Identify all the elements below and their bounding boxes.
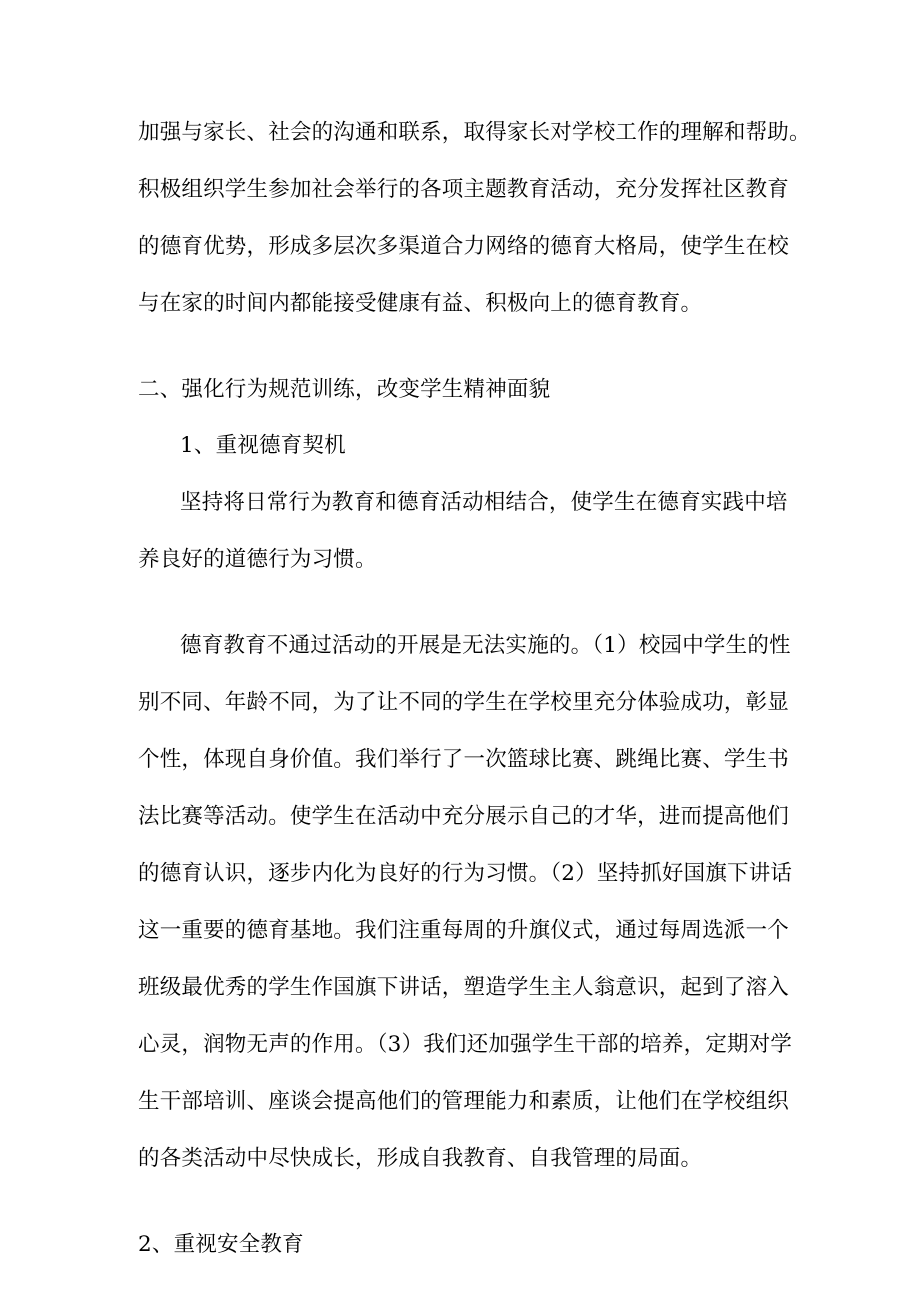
sub-heading-1: 1、重视德育契机 bbox=[180, 433, 346, 458]
paragraph-3-line-10: 的各类活动中尽快成长，形成自我教育、自我管理的局面。 bbox=[138, 1146, 703, 1171]
paragraph-1-line-3: 的德育优势，形成多层次多渠道合力网络的德育大格局，使学生在校 bbox=[138, 234, 790, 259]
paragraph-3-line-2: 别不同、年龄不同，为了让不同的学生在学校里充分体验成功，彰显 bbox=[138, 690, 790, 715]
sub-heading-2: 2、重视安全教育 bbox=[138, 1232, 304, 1257]
paragraph-1-line-2: 积极组织学生参加社会举行的各项主题教育活动，充分发挥社区教育 bbox=[138, 177, 790, 202]
section-heading: 二、强化行为规范训练，改变学生精神面貌 bbox=[138, 377, 551, 402]
paragraph-3-line-9: 生干部培训、座谈会提高他们的管理能力和素质，让他们在学校组织 bbox=[138, 1089, 790, 1114]
paragraph-3-line-1: 德育教育不通过活动的开展是无法实施的。（1）校园中学生的性 bbox=[180, 633, 791, 658]
paragraph-3-line-6: 这一重要的德育基地。我们注重每周的升旗仪式，通过每周选派一个 bbox=[138, 918, 790, 943]
paragraph-2-line-2: 养良好的道德行为习惯。 bbox=[138, 547, 377, 572]
paragraph-3-line-7: 班级最优秀的学生作国旗下讲话，塑造学生主人翁意识，起到了溶入 bbox=[138, 975, 790, 1000]
paragraph-1-line-1: 加强与家长、社会的沟通和联系，取得家长对学校工作的理解和帮助。 bbox=[138, 120, 811, 145]
paragraph-2-line-1: 坚持将日常行为教育和德育活动相结合，使学生在德育实践中培 bbox=[180, 490, 788, 515]
paragraph-3-line-3: 个性，体现自身价值。我们举行了一次篮球比赛、跳绳比赛、学生书 bbox=[138, 747, 790, 772]
paragraph-3-line-8: 心灵，润物无声的作用。（3）我们还加强学生干部的培养，定期对学 bbox=[138, 1032, 793, 1057]
paragraph-1-line-4: 与在家的时间内都能接受健康有益、积极向上的德育教育。 bbox=[138, 291, 703, 316]
paragraph-3-line-5: 的德育认识，逐步内化为良好的行为习惯。（2）坚持抓好国旗下讲话 bbox=[138, 861, 793, 886]
paragraph-3-line-4: 法比赛等活动。使学生在活动中充分展示自己的才华，进而提高他们 bbox=[138, 804, 790, 829]
